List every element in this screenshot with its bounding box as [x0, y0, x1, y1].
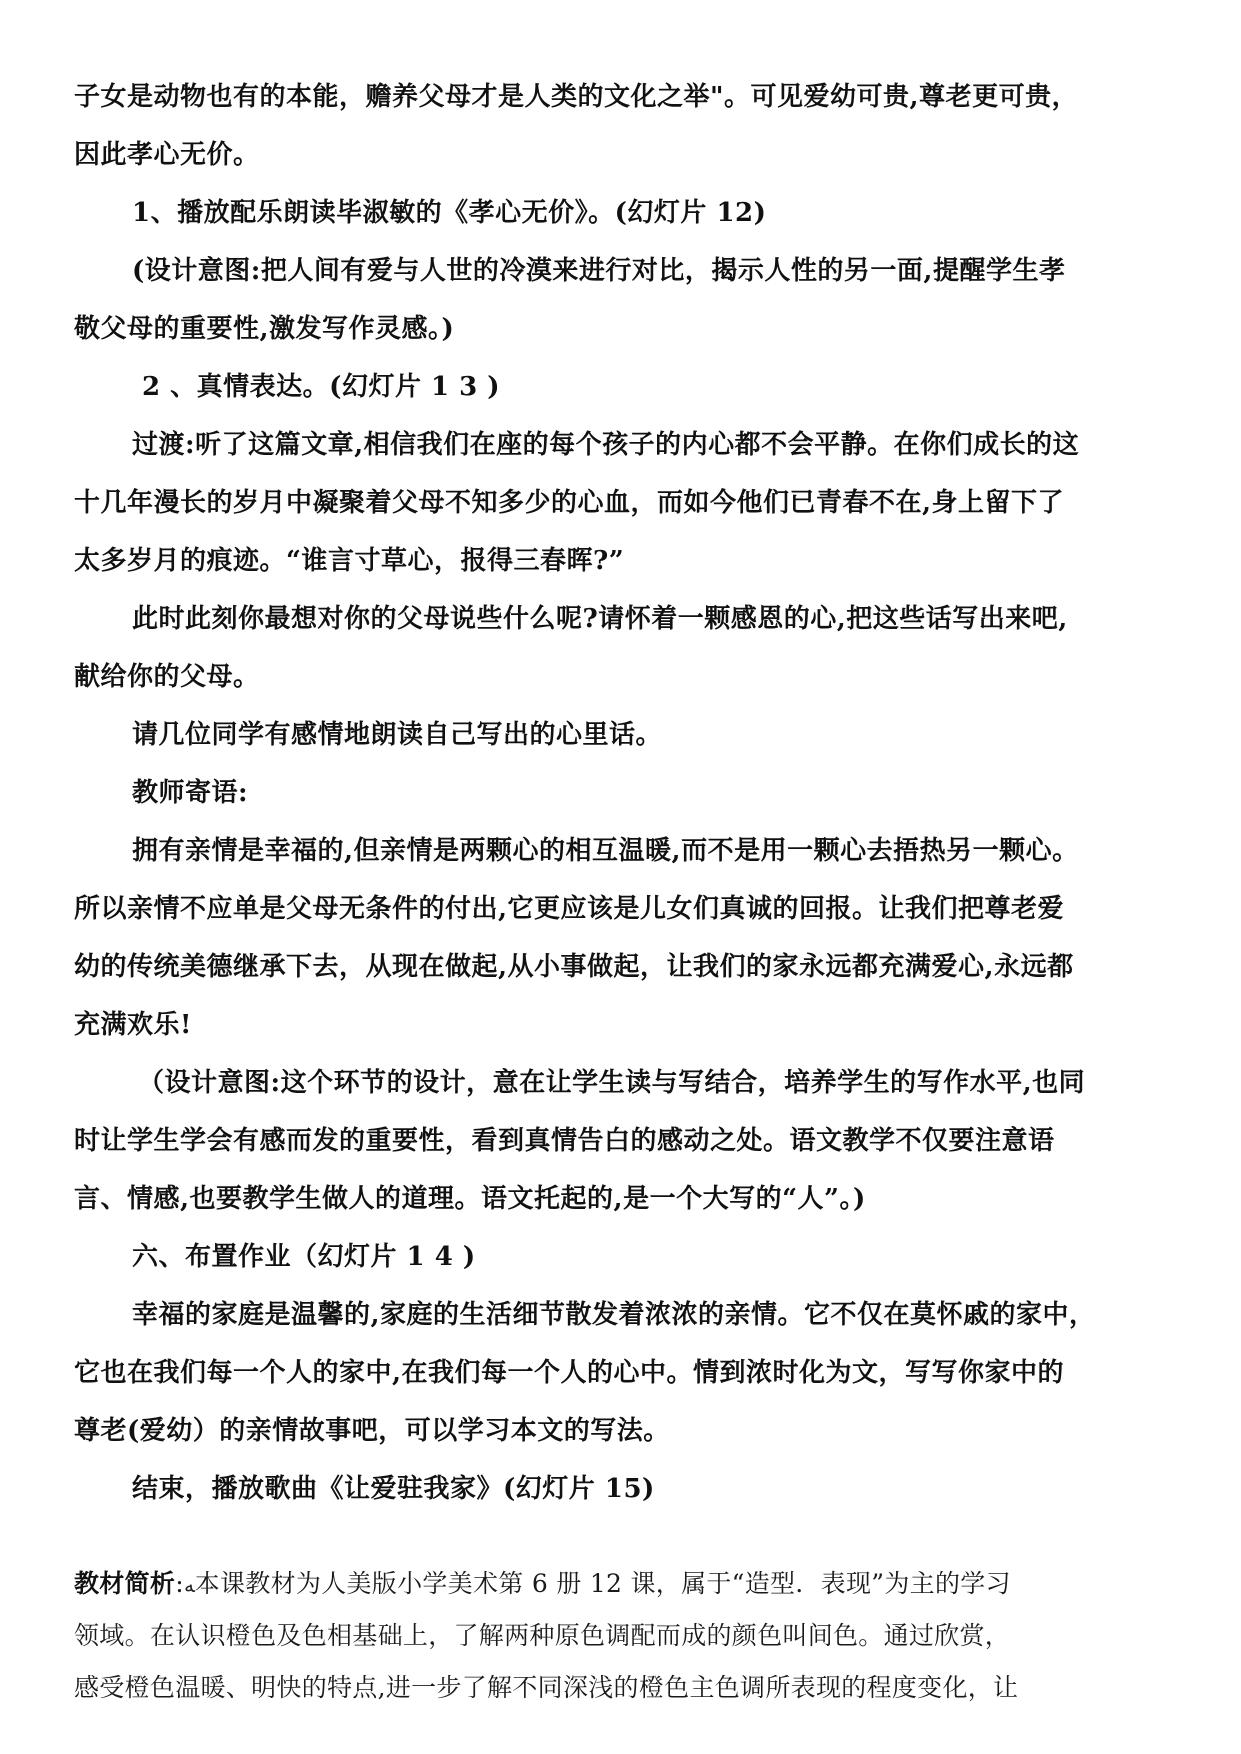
- section-label: 教师寄语:: [132, 778, 249, 808]
- paragraph-line: 请几位同学有感情地朗读自己写出的心里话。: [132, 720, 663, 750]
- document-page: [74, 68, 1164, 1714]
- paragraph-line: 拥有亲情是幸福的,但亲情是两颗心的相互温暖,而不是用一颗心去捂热另一颗心。: [132, 836, 1079, 866]
- analysis-line: [74, 1558, 1164, 1610]
- section-heading: 六、布置作业（幻灯片 1 4 ): [132, 1242, 476, 1272]
- paragraph-line: 子女是动物也有的本能，赡养父母才是人类的文化之举"。可见爱幼可贵,尊老更可贵，: [74, 82, 1079, 112]
- paragraph-line: 因此孝心无价。: [74, 140, 260, 170]
- paragraph-line: 十几年漫长的岁月中凝聚着父母不知多少的心血，而如今他们已青春不在,身上留下了: [74, 488, 1065, 518]
- design-intent-line: 言、情感,也要教学生做人的道理。语文托起的,是一个大写的“人”。): [74, 1184, 866, 1214]
- analysis-line: 感受橙色温暖、明快的特点,进一步了解不同深浅的橙色主色调所表现的程度变化，让: [74, 1673, 1019, 1702]
- design-intent-line: (设计意图:把人间有爱与人世的冷漠来进行对比，揭示人性的另一面,提醒学生孝: [132, 256, 1066, 286]
- analysis-line: 领域。在认识橙色及色相基础上，了解两种原色调配而成的颜色叫间色。通过欣赏，: [74, 1621, 1011, 1650]
- paragraph-line: 充满欢乐!: [74, 1010, 192, 1040]
- design-intent-line: 敬父母的重要性,激发写作灵感。): [74, 314, 455, 344]
- analysis-heading: 教材简析: [74, 1569, 176, 1598]
- design-intent-line: 时让学生学会有感而发的重要性，看到真情告白的感动之处。语文教学不仅要注意语: [74, 1126, 1055, 1156]
- paragraph-line: 献给你的父母。: [74, 662, 260, 692]
- section-gap: [74, 1518, 1164, 1558]
- paragraph-line: 尊老(爱幼）的亲情故事吧，可以学习本文的写法。: [74, 1416, 670, 1446]
- analysis-colon: :: [175, 1569, 184, 1598]
- step-heading: 1、播放配乐朗读毕淑敏的《孝心无价》。(幻灯片 12): [132, 198, 767, 228]
- paragraph-line: 幸福的家庭是温馨的,家庭的生活细节散发着浓浓的亲情。它不仅在莫怀戚的家中，: [132, 1300, 1096, 1330]
- paragraph-line: 幼的传统美德继承下去，从现在做起,从小事做起，让我们的家永远都充满爱心,永远都: [74, 952, 1074, 982]
- paragraph-line: 过渡:听了这篇文章,相信我们在座的每个孩子的内心都不会平静。在你们成长的这: [132, 430, 1080, 460]
- step-heading: 2 、真情表达。(幻灯片 1 3 ): [142, 372, 501, 402]
- paragraph-line: 太多岁月的痕迹。“谁言寸草心，报得三春晖?”: [74, 546, 625, 576]
- paragraph-line: 此时此刻你最想对你的父母说些什么呢?请怀着一颗感恩的心,把这些话写出来吧,: [132, 604, 1068, 634]
- paragraph-line: 它也在我们每一个人的家中,在我们每一个人的心中。情到浓时化为文，写写你家中的: [74, 1358, 1065, 1388]
- analysis-text: 本课教材为人美版小学美术第 6 册 12 课，属于“造型．表现”为主的学习: [194, 1569, 1011, 1598]
- paragraph-line: 所以亲情不应单是父母无条件的付出,它更应该是儿女们真诚的回报。让我们把尊老爱: [74, 894, 1065, 924]
- design-intent-line: （设计意图:这个环节的设计，意在让学生读与写结合，培养学生的写作水平,也同: [138, 1068, 1086, 1098]
- paragraph-line: 结束，播放歌曲《让爱驻我家》(幻灯片 15): [132, 1474, 655, 1504]
- stray-mark: ﻪ: [183, 1573, 195, 1597]
